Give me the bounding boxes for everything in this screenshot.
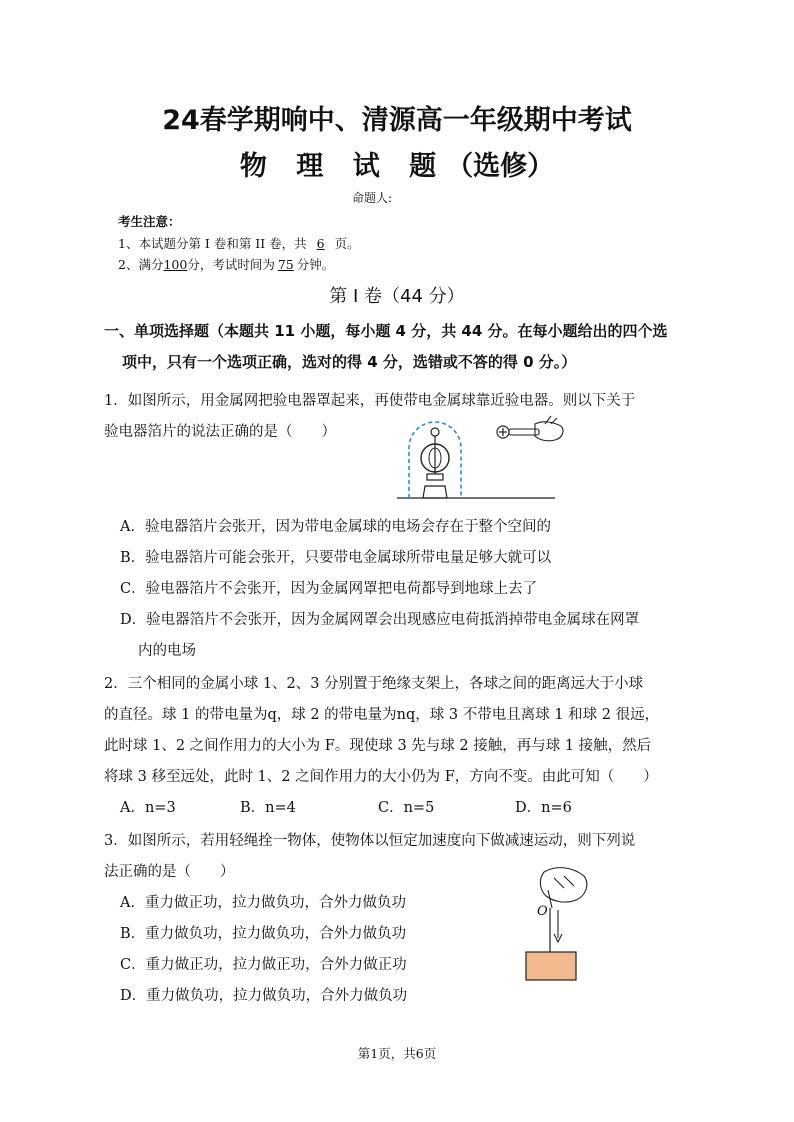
rope-block-figure xyxy=(524,864,604,984)
note-2-suffix: 分钟。 xyxy=(296,257,335,272)
hanging-block xyxy=(526,952,576,980)
electroscope-stand xyxy=(427,474,443,480)
section-title: 第 I 卷（44 分） xyxy=(329,286,465,307)
full-score-value: 100 xyxy=(163,257,188,272)
q2-stem-line4: 将球 3 移至远处，此时 1、2 之间作用力的大小仍为 F，方向不变。由此可知（ ） xyxy=(104,769,658,785)
q1-option-a: A．验电器箔片会张开，因为带电金属球的电场会存在于整个空间的 xyxy=(120,519,551,535)
q2-option-c: C．n=5 xyxy=(378,800,435,816)
q2-stem-line2: 的直径。球 1 的带电量为q，球 2 的带电量为nq，球 3 不带电且离球 1 和球 2 很远， xyxy=(104,707,660,723)
part1-instructions-line2: 项中，只有一个选项正确，选对的得 4 分，选错或不答的得 0 分。） xyxy=(122,353,577,371)
q2-stem-line1: 2．三个相同的金属小球 1、2、3 分别置于绝缘支架上，各球之间的距离远大于小球 xyxy=(104,676,644,692)
point-o-label: O xyxy=(537,904,548,919)
q2-option-b: B．n=4 xyxy=(240,800,296,816)
note-1-text: 1、本试题分第 I 卷和第 II 卷，共 xyxy=(118,236,307,251)
q2-stem-line3: 此时球 1、2 之间作用力的大小为 F。现使球 3 先与球 2 接触，再与球 1 接触，然后 xyxy=(104,738,652,754)
q1-stem-line2: 验电器箔片的说法正确的是（ ） xyxy=(104,424,336,440)
q3-option-c: C．重力做正功，拉力做正功，合外力做正功 xyxy=(120,957,407,973)
q3-stem-line2: 法正确的是（ ） xyxy=(104,864,235,880)
author-label: 命题人: xyxy=(352,191,393,205)
q2-option-d: D．n=6 xyxy=(515,800,572,816)
q1-option-c: C．验电器箔片不会张开，因为金属网罩把电荷都导到地球上去了 xyxy=(120,581,538,597)
electroscope-knob xyxy=(431,428,439,436)
note-2-text: 2、满分 xyxy=(118,257,164,272)
q3-stem-line1: 3．如图所示，若用轻绳拴一物体，使物体以恒定加速度向下做减速运动，则下列说 xyxy=(104,833,636,849)
q3-option-a: A．重力做正功，拉力做负功，合外力做负功 xyxy=(120,895,406,911)
page-footer: 第1页，共6页 xyxy=(357,1046,437,1061)
q1-option-d-line2: 内的电场 xyxy=(138,643,196,659)
q2-option-a: A．n=3 xyxy=(120,800,176,816)
note-1 xyxy=(118,234,360,252)
time-value: 75 xyxy=(277,257,294,272)
subject-title: 物 理 试 题 xyxy=(239,151,447,182)
note-2-middle: 分，考试时间为 xyxy=(187,257,275,272)
part1-instructions-line1: 一、单项选择题（本题共 11 小题，每小题 4 分，共 44 分。在每小题给出的四个选 xyxy=(104,322,668,340)
exam-title-line2 xyxy=(0,144,794,183)
notes-heading: 考生注意： xyxy=(118,214,181,229)
subject-type: （选修） xyxy=(446,151,555,182)
q1-stem-line1: 1．如图所示，用金属网把验电器罩起来，再使带电金属球靠近验电器。则以下关于 xyxy=(104,393,636,409)
q1-option-b: B．验电器箔片可能会张开，只要带电金属球所带电量足够大就可以 xyxy=(120,550,552,566)
note-2 xyxy=(118,255,334,273)
hand-shape xyxy=(540,868,586,908)
q3-option-d: D．重力做负功，拉力做负功，合外力做负功 xyxy=(120,988,408,1004)
electroscope-base xyxy=(423,486,447,498)
electroscope-figure xyxy=(395,412,570,504)
note-1-suffix: 页。 xyxy=(334,236,360,251)
hand-shape xyxy=(535,416,563,441)
exam-title-line1: 24春学期响中、清源高一年级期中考试 xyxy=(162,105,632,136)
q3-option-b: B．重力做负功，拉力做负功，合外力做负功 xyxy=(120,926,407,942)
page-count-value: 6 xyxy=(316,236,325,251)
q1-option-d-line1: D．验电器箔片不会张开，因为金属网罩会出现感应电荷抵消掉带电金属球在网罩 xyxy=(120,612,640,628)
